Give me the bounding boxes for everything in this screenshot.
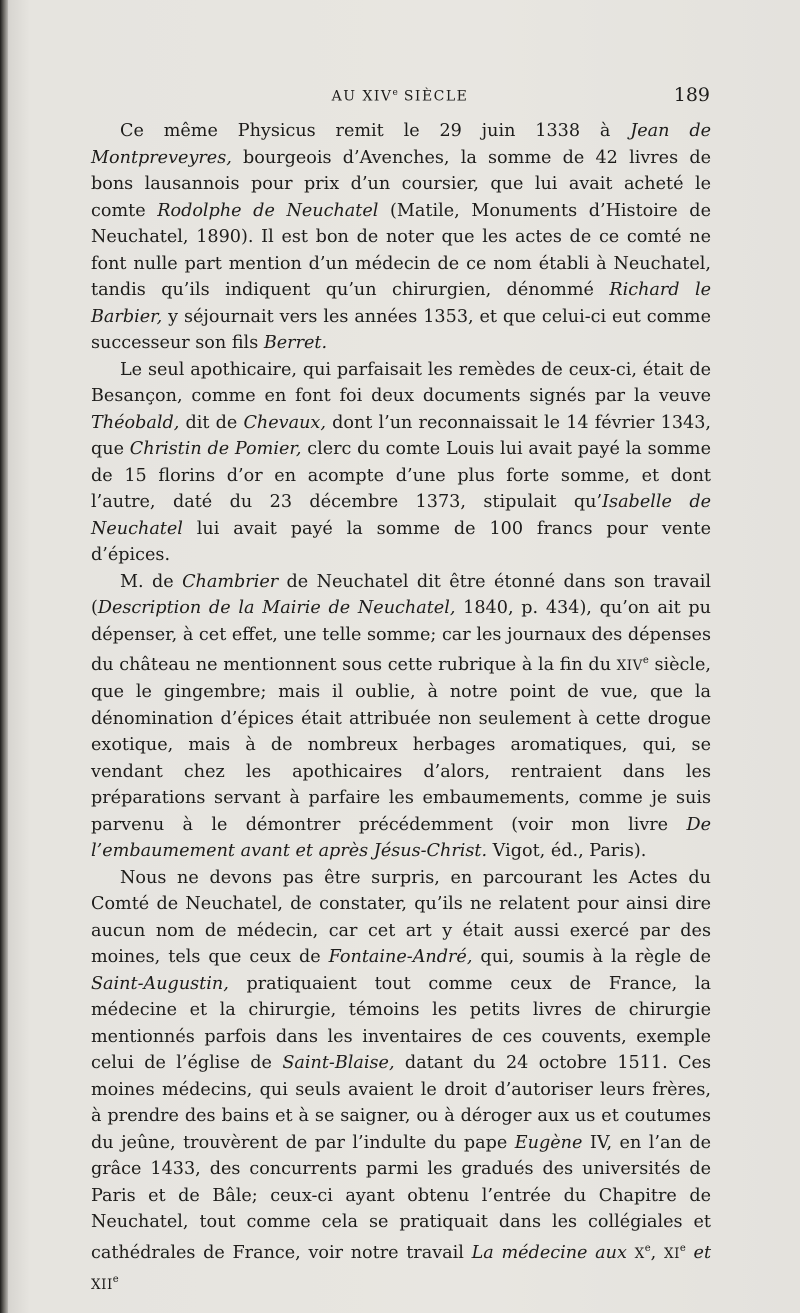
running-title	[90, 88, 710, 105]
text-run: XII	[91, 1277, 113, 1294]
text-run: Nous ne devons pas être surpris, en parcourant les Actes du Comté de Neuchatel, de constater, qu’ils ne relatent pour ainsi dire aucun nom de médecin, car cet art y était aussi exercé par des moines, tels que ceux de	[91, 867, 711, 968]
italic-run: Fontaine-André,	[328, 947, 473, 968]
italic-run: et	[693, 1242, 712, 1263]
text-run	[627, 1243, 635, 1263]
italic-run: Christin de Pomier,	[129, 439, 302, 459]
text-run: Ce même Physicus remit le 29 juin 1338 à	[120, 121, 631, 141]
superscript-run: e	[642, 655, 649, 666]
page-number: 189	[673, 84, 710, 106]
italic-run: Berret.	[263, 333, 328, 353]
text-run: ,	[650, 1242, 664, 1263]
text-run: M. de	[120, 571, 183, 592]
page-spine-shadow	[0, 0, 8, 1313]
superscript-run: e	[644, 1242, 651, 1254]
italic-run: Chevaux,	[243, 412, 326, 433]
running-title-suffix: SIÈCLE	[397, 88, 469, 105]
text-run	[686, 1243, 694, 1263]
superscript-run: e	[679, 1242, 686, 1254]
text-run: 1840, p. 434), qu’on ait pu dépenser, à cet effet, une telle somme; car les journaux des dépenses du château ne mentionnent sous cette rubrique à la fin du	[91, 598, 711, 675]
italic-run: Isabelle de Neuchatel	[91, 492, 711, 539]
text-run: y séjournait vers les années 1353, et que celui-ci eut comme successeur son fils	[91, 306, 711, 353]
italic-run: La médecine aux	[471, 1242, 627, 1263]
paragraph	[91, 118, 711, 357]
italic-run: Théobald,	[91, 412, 180, 433]
text-run: lui avait payé la somme de 100 francs pour vente d’épices.	[91, 518, 711, 565]
italic-run: Saint-Blaise,	[282, 1053, 395, 1074]
italic-run: Rodolphe de Neuchatel	[157, 200, 379, 221]
text-run: pratiquaient tout comme ceux de France, la médecine et la chirurgie, témoins les petits livres de chirurgie mentionnés parfois dans les inventaires de ces couvents, exemple celui de l’église de	[91, 973, 711, 1074]
text-run: de Neuchatel dit être étonné dans son travail (	[91, 571, 711, 618]
text-run: XI	[663, 1245, 680, 1262]
text-run: IV, en l’an de grâce 1433, des concurrents parmi les gradués des universités de Paris et de Bâle; ceux-ci ayant obtenu l’entrée du Chapitre de Neuchatel, tout comme cela se pratiquait dans les collégiales et cathédrales de France, voir notre travail	[91, 1132, 711, 1263]
text-run: Le seul apothicaire, qui parfaisait les remèdes de ceux-ci, était de Besançon, comme en font foi deux documents signés par la veuve	[91, 359, 711, 406]
text-run: bourgeois d’Avenches, la somme de 42 livres de bons lausannois pour prix d’un coursier, que lui avait acheté le comte	[91, 147, 711, 221]
body-text	[91, 118, 711, 1299]
italic-run: De l’embaumement avant et après Jésus-Christ.	[91, 814, 711, 862]
running-title-prefix: AU XIV	[331, 88, 393, 105]
italic-run: Eugène	[514, 1132, 583, 1153]
superscript-run: e	[112, 1274, 119, 1286]
paragraph	[91, 569, 711, 865]
text-run: siècle, que le gingembre; mais il oublie, à notre point de vue, que la dénomination d’épices était attribuée non seulement à cette drogue exotique, mais à de nombreux herbages aromatiques, qui, se vendant chez les apothicaires d’alors, rentraient dans les préparations servant à parfaire les embaumements, comme je suis parvenu à le démontrer précédemment (voir mon livre	[91, 654, 711, 835]
text-run: Vigot, éd., Paris).	[487, 841, 647, 862]
text-run: dit de	[179, 412, 244, 433]
text-run: X	[634, 1245, 645, 1262]
text-run: datant du 24 octobre 1511. Ces moines médecins, qui seuls avaient le droit d’autoriser leurs frères, à prendre des bains et à se saigner, ou à déroger aux us et coutumes du jeûne, trouvèrent de par l’indulte du pape	[91, 1053, 711, 1153]
paragraph	[91, 357, 711, 569]
text-run: XIV	[616, 657, 643, 674]
running-head	[90, 84, 710, 112]
italic-run: Description de la Mairie de Neuchatel,	[97, 598, 456, 618]
text-run: qui, soumis à la règle de	[472, 947, 711, 968]
italic-run: Richard le Barbier,	[91, 280, 712, 327]
paragraph	[91, 865, 711, 1299]
text-run: clerc du comte Louis lui avait payé la somme de 15 florins d’or en acompte d’une plus forte somme, et dont l’autre, daté du 23 décembre 1373, stipulait qu’	[91, 439, 711, 512]
italic-run: Saint-Augustin,	[91, 973, 229, 994]
text-run: (Matile, Monuments d’Histoire de Neuchatel, 1890). Il est bon de noter que les actes de ce comté ne font nulle part mention d’un médecin de ce nom établi à Neuchatel, tandis qu’ils indiquent qu’un chirurgien, dénommé	[91, 200, 711, 300]
running-title-sup: e	[392, 88, 398, 98]
text-run: dont l’un reconnaissait le 14 février 1343, que	[91, 412, 711, 459]
italic-run: Chambrier	[182, 571, 279, 592]
italic-run: Jean de Montpreveyres,	[91, 121, 711, 168]
